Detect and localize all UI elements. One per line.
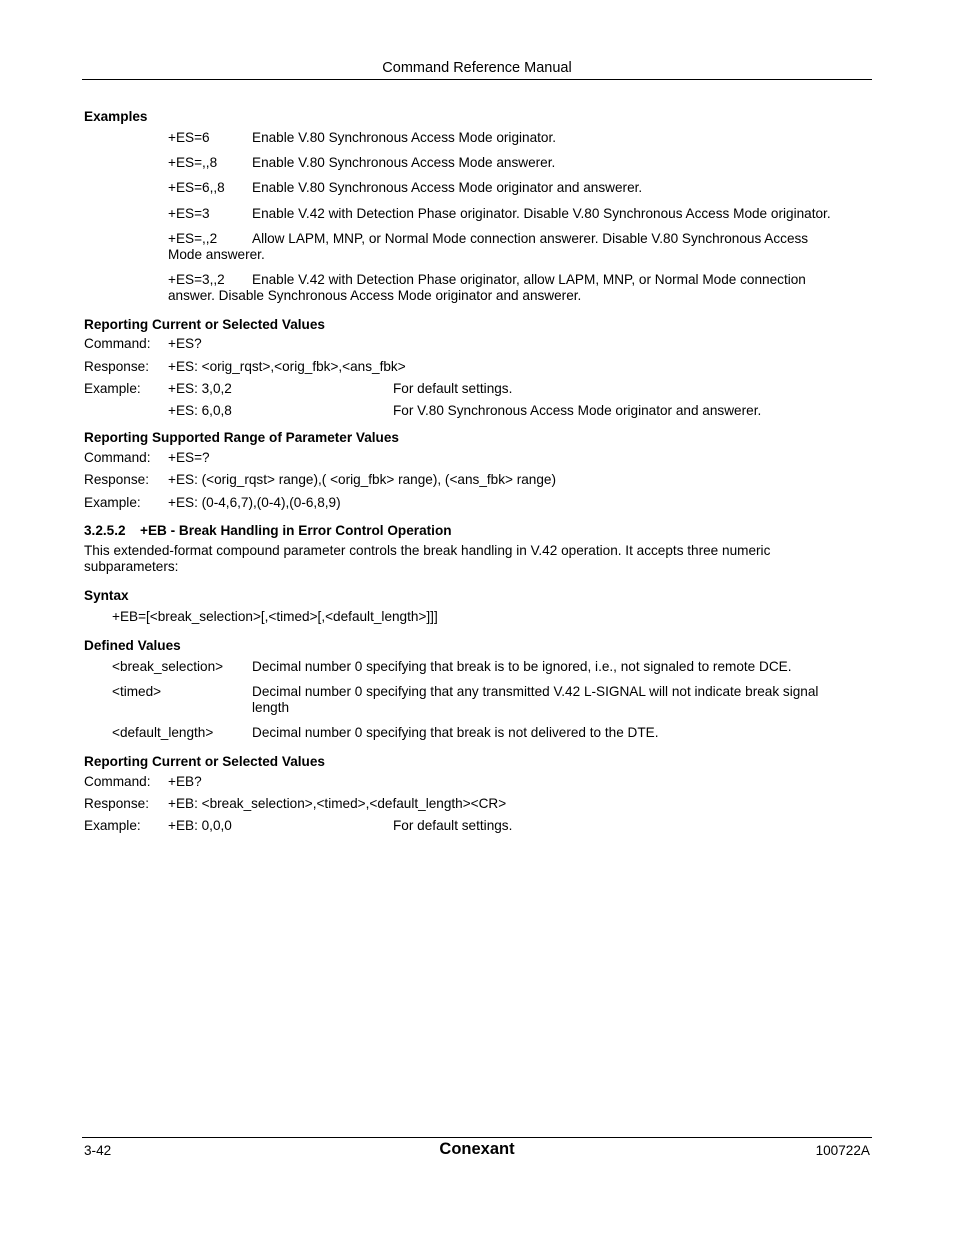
example-desc-continuation: answer. Disable Synchronous Access Mode originator and answerer.	[168, 288, 582, 303]
example-label: Example:	[84, 495, 141, 510]
example-label: Example:	[84, 818, 141, 833]
header-rule	[82, 79, 872, 80]
footer-rule	[82, 1137, 872, 1138]
example-desc: Enable V.42 with Detection Phase originator, allow LAPM, MNP, or Normal Mode connection	[252, 272, 806, 287]
command-value: +ES?	[168, 336, 202, 351]
example-note: For V.80 Synchronous Access Mode originator and answerer.	[393, 403, 762, 418]
example-label: Example:	[84, 381, 141, 396]
section-intro: This extended-format compound parameter controls the break handling in V.42 operation. It accepts three numeric	[84, 543, 771, 558]
example-cmd: +ES=,,2	[168, 231, 218, 246]
response-label: Response:	[84, 359, 149, 374]
example-value: +ES: (0-4,6,7),(0-4),(0-6,8,9)	[168, 495, 341, 510]
defined-value-desc: Decimal number 0 specifying that any transmitted V.42 L-SIGNAL will not indicate break signal	[252, 684, 819, 699]
response-value: +EB: <break_selection>,<timed>,<default_length><CR>	[168, 796, 507, 811]
example-cmd: +ES=3	[168, 206, 210, 221]
header-title: Command Reference Manual	[382, 60, 572, 76]
examples-heading: Examples	[84, 109, 148, 124]
defined-value-desc-continuation: length	[252, 700, 290, 715]
es-range-heading: Reporting Supported Range of Parameter Values	[84, 430, 399, 445]
example-desc: Allow LAPM, MNP, or Normal Mode connection answerer. Disable V.80 Synchronous Access	[252, 231, 809, 246]
footer-brand: Conexant	[439, 1140, 515, 1158]
command-label: Command:	[84, 774, 151, 789]
command-value: +EB?	[168, 774, 202, 789]
eb-current-heading: Reporting Current or Selected Values	[84, 754, 325, 769]
example-note: For default settings.	[393, 818, 513, 833]
command-value: +ES=?	[168, 450, 210, 465]
defined-value-name: <timed>	[112, 684, 162, 699]
response-value: +ES: (<orig_rqst> range),( <orig_fbk> range), (<ans_fbk> range)	[168, 472, 557, 487]
section-title: +EB - Break Handling in Error Control Operation	[140, 523, 452, 538]
command-label: Command:	[84, 336, 151, 351]
example-desc: Enable V.80 Synchronous Access Mode answerer.	[252, 155, 556, 170]
defined-value-desc: Decimal number 0 specifying that break is to be ignored, i.e., not signaled to remote DCE.	[252, 659, 792, 674]
section-intro-continuation: subparameters:	[84, 559, 179, 574]
syntax-heading: Syntax	[84, 588, 129, 603]
defined-value-name: <default_length>	[112, 725, 214, 740]
es-current-heading: Reporting Current or Selected Values	[84, 317, 325, 332]
example-note: For default settings.	[393, 381, 513, 396]
document-number: 100722A	[815, 1143, 870, 1158]
response-label: Response:	[84, 796, 149, 811]
page-number: 3-42	[84, 1143, 112, 1158]
response-value: +ES: <orig_rqst>,<orig_fbk>,<ans_fbk>	[168, 359, 406, 374]
syntax-value: +EB=[<break_selection>[,<timed>[,<default_length>]]]	[112, 609, 438, 624]
example-cmd: +ES=3,,2	[168, 272, 225, 287]
example-cmd: +ES=6	[168, 130, 210, 145]
command-label: Command:	[84, 450, 151, 465]
example-cmd: +ES=,,8	[168, 155, 218, 170]
example-desc: Enable V.80 Synchronous Access Mode originator.	[252, 130, 557, 145]
example-value: +ES: 3,0,2	[168, 381, 232, 396]
example-desc: Enable V.42 with Detection Phase originator. Disable V.80 Synchronous Access Mode originator.	[252, 206, 831, 221]
defined-values-heading: Defined Values	[84, 638, 181, 653]
defined-value-name: <break_selection>	[112, 659, 224, 674]
example-desc-continuation: Mode answerer.	[168, 247, 265, 262]
response-label: Response:	[84, 472, 149, 487]
example-value: +ES: 6,0,8	[168, 403, 232, 418]
defined-value-desc: Decimal number 0 specifying that break is not delivered to the DTE.	[252, 725, 659, 740]
example-cmd: +ES=6,,8	[168, 180, 225, 195]
section-number: 3.2.5.2	[84, 523, 126, 538]
example-value: +EB: 0,0,0	[168, 818, 232, 833]
example-desc: Enable V.80 Synchronous Access Mode originator and answerer.	[252, 180, 643, 195]
